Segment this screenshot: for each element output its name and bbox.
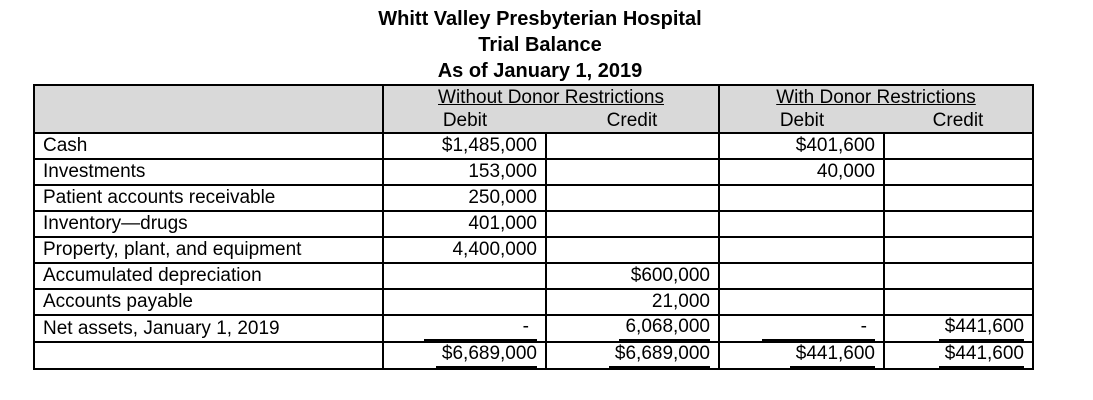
- without-donor-section-header: [383, 85, 719, 109]
- table-row-accumulated-depreciation: [34, 263, 1033, 289]
- wd-credit-column-header: Credit: [884, 109, 1033, 133]
- table-row-investments: [34, 159, 1033, 185]
- wo-debit-column-header: Debit: [383, 109, 546, 133]
- subtotal-amount: $441,600: [939, 316, 1024, 341]
- account-label: Property, plant, and equipment: [34, 237, 383, 263]
- total-amount: $6,689,000: [436, 343, 537, 368]
- account-label: Patient accounts receivable: [34, 185, 383, 211]
- account-label: Net assets, January 1, 2019: [34, 315, 383, 342]
- total-amount: $441,600: [790, 343, 875, 368]
- trial-balance-table: [33, 84, 1034, 370]
- total-amount: $441,600: [939, 343, 1024, 368]
- amount-wo-credit: $600,000: [546, 263, 719, 289]
- amount-wd-debit: [719, 315, 884, 342]
- amount-wd-debit: [719, 211, 884, 237]
- amount-wd-debit: [719, 185, 884, 211]
- amount-wd-debit: 40,000: [719, 159, 884, 185]
- subtotal-amount: 6,068,000: [619, 316, 710, 341]
- amount-wd-credit: [884, 263, 1033, 289]
- table-row-inventory-drugs: [34, 211, 1033, 237]
- corner-header-cell: [34, 85, 383, 133]
- amount-wd-credit: [884, 289, 1033, 315]
- amount-wd-debit: [719, 263, 884, 289]
- amount-wd-credit: [884, 133, 1033, 159]
- title-line-report: Trial Balance: [478, 34, 602, 56]
- amount-wo-credit: [546, 237, 719, 263]
- table-row-property-plant-equipment: [34, 237, 1033, 263]
- subtotal-dash: -: [762, 316, 875, 341]
- amount-wd-credit: [884, 211, 1033, 237]
- amount-wd-credit: [884, 159, 1033, 185]
- amount-wo-debit: 153,000: [383, 159, 546, 185]
- table-row-cash: [34, 133, 1033, 159]
- account-label: Cash: [34, 133, 383, 159]
- table-row-patient-accounts-receivable: [34, 185, 1033, 211]
- amount-wd-debit: [719, 289, 884, 315]
- amount-wo-debit: 401,000: [383, 211, 546, 237]
- with-donor-section-header: [719, 85, 1033, 109]
- totals-label: [34, 342, 383, 369]
- account-label: Inventory—drugs: [34, 211, 383, 237]
- amount-wo-debit: [383, 315, 546, 342]
- with-donor-section-label: With Donor Restrictions: [776, 86, 976, 108]
- total-wo-credit: [546, 342, 719, 369]
- amount-wd-credit: [884, 237, 1033, 263]
- table-row-totals: [34, 342, 1033, 369]
- total-wo-debit: [383, 342, 546, 369]
- table-row-net-assets: [34, 315, 1033, 342]
- title-line-date: As of January 1, 2019: [437, 60, 643, 82]
- amount-wo-credit: [546, 211, 719, 237]
- account-label: Accounts payable: [34, 289, 383, 315]
- title-line-company: Whitt Valley Presbyterian Hospital: [378, 8, 702, 30]
- amount-wo-credit: [546, 159, 719, 185]
- amount-wo-debit: 250,000: [383, 185, 546, 211]
- amount-wd-credit: [884, 315, 1033, 342]
- wd-debit-column-header: Debit: [719, 109, 884, 133]
- amount-wo-debit: $1,485,000: [383, 133, 546, 159]
- table-row-accounts-payable: [34, 289, 1033, 315]
- amount-wd-debit: [719, 237, 884, 263]
- amount-wo-debit: 4,400,000: [383, 237, 546, 263]
- amount-wo-credit: [546, 315, 719, 342]
- amount-wo-debit: [383, 289, 546, 315]
- amount-wo-credit: 21,000: [546, 289, 719, 315]
- subtotal-dash: -: [424, 316, 537, 341]
- document-title-block: [0, 6, 1080, 84]
- total-wd-credit: [884, 342, 1033, 369]
- amount-wo-credit: [546, 185, 719, 211]
- total-amount: $6,689,000: [609, 343, 710, 368]
- wo-credit-column-header: Credit: [546, 109, 719, 133]
- section-header-row: [34, 85, 1033, 109]
- account-label: Investments: [34, 159, 383, 185]
- total-wd-debit: [719, 342, 884, 369]
- amount-wo-debit: [383, 263, 546, 289]
- account-label: Accumulated depreciation: [34, 263, 383, 289]
- without-donor-section-label: Without Donor Restrictions: [438, 86, 664, 108]
- amount-wo-credit: [546, 133, 719, 159]
- amount-wd-debit: $401,600: [719, 133, 884, 159]
- amount-wd-credit: [884, 185, 1033, 211]
